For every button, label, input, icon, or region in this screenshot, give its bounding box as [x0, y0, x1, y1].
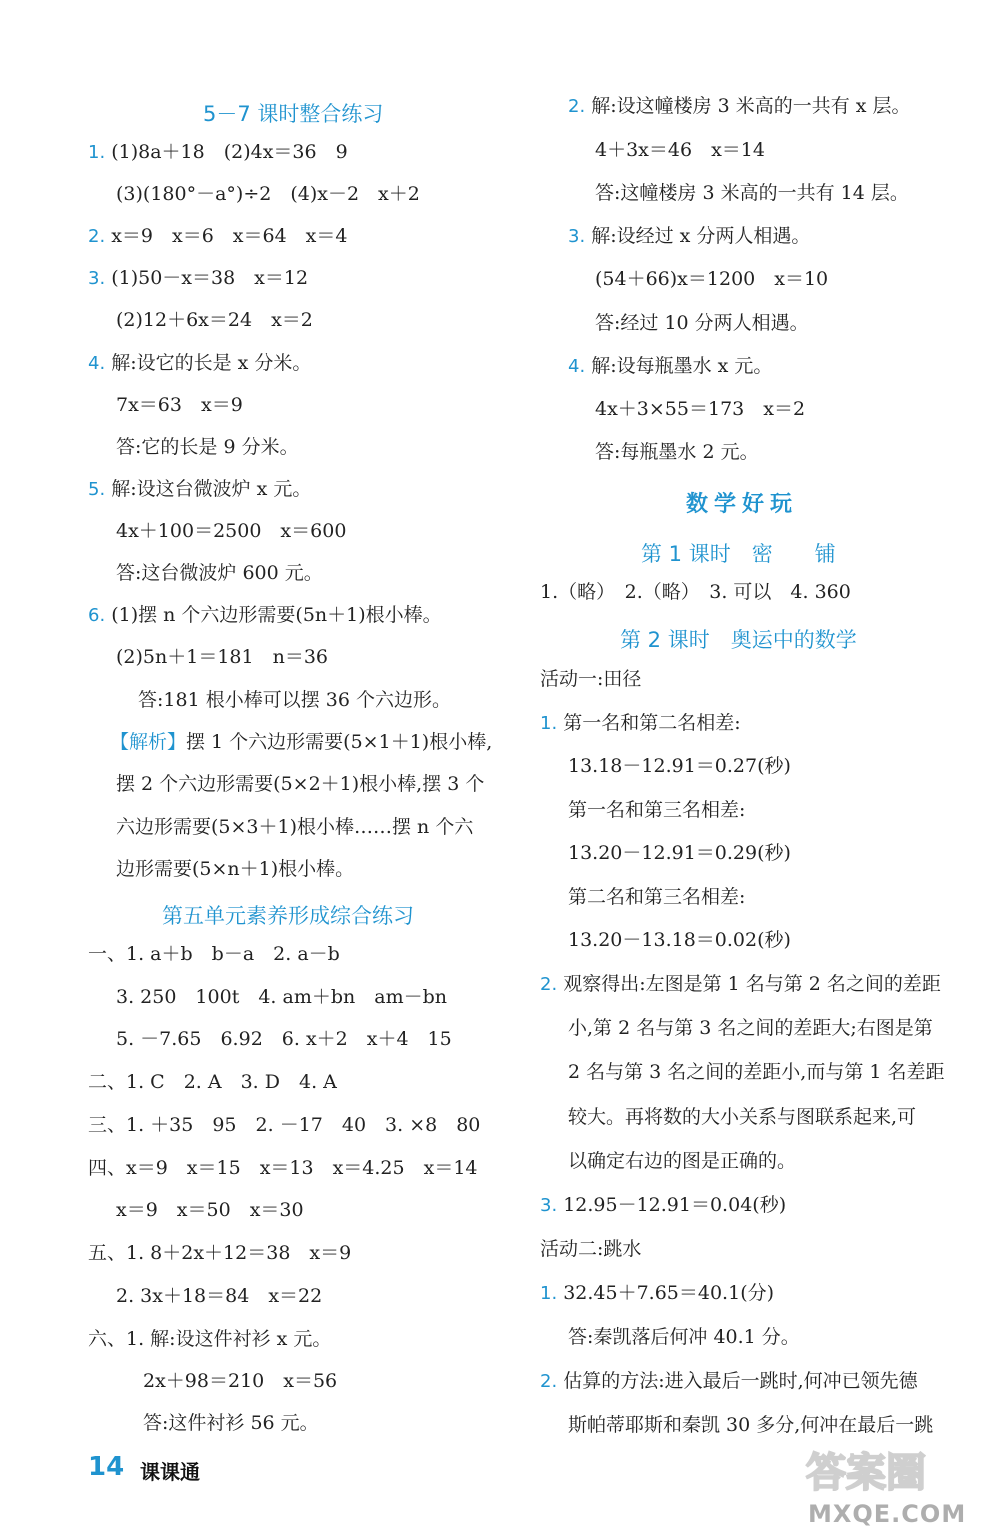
unit5-1c: 5. －7.65 6.92 6. x＋2 x＋4 15	[116, 1028, 452, 1050]
answer-1b: (3)(180°－a°)÷2 (4)x－2 x＋2	[116, 183, 420, 205]
answer-r3a: 3. 解:设经过 x 分两人相遇。	[568, 225, 811, 247]
activity2-title: 活动二:跳水	[540, 1238, 642, 1260]
answer-4b: 7x＝63 x＝9	[116, 394, 243, 416]
unit5-1a: 一、1. a＋b b－a 2. a－b	[88, 943, 340, 965]
analysis-tag: 【解析】	[110, 731, 187, 753]
activity1-q2-c: 2 名与第 3 名之间的差距小,而与第 1 名差距	[568, 1061, 945, 1083]
answer-5b: 4x＋100＝2500 x＝600	[116, 520, 347, 542]
answer-r2a: 2. 解:设这幢楼房 3 米高的一共有 x 层。	[568, 95, 911, 117]
activity1-q1-d: 13.20－12.91＝0.29(秒)	[568, 842, 791, 864]
activity1-q2-a: 2. 观察得出:左图是第 1 名与第 2 名之间的差距	[540, 973, 941, 995]
unit5-6c: 答:这件衬衫 56 元。	[143, 1412, 319, 1434]
activity1-q1-c: 第一名和第三名相差:	[568, 799, 746, 821]
answer-r2b: 4＋3x＝46 x＝14	[595, 139, 765, 161]
analysis-line-3: 六边形需要(5×3＋1)根小棒……摆 n 个六	[116, 816, 474, 838]
section-title-lesson2: 第 2 课时 奥运中的数学	[620, 628, 857, 652]
activity1-title: 活动一:田径	[540, 668, 642, 690]
unit5-2: 二、1. C 2. A 3. D 4. A	[88, 1071, 337, 1093]
unit5-3: 三、1. ＋35 95 2. －17 40 3. ×8 80	[88, 1114, 481, 1136]
activity1-q1-b: 13.18－12.91＝0.27(秒)	[568, 755, 791, 777]
answer-r4a: 4. 解:设每瓶墨水 x 元。	[568, 355, 773, 377]
answer-r4c: 答:每瓶墨水 2 元。	[595, 441, 759, 463]
answer-4a: 4. 解:设它的长是 x 分米。	[88, 352, 312, 374]
unit5-6a: 六、1. 解:设这件衬衫 x 元。	[88, 1328, 332, 1350]
unit5-5b: 2. 3x＋18＝84 x＝22	[116, 1285, 323, 1307]
lesson1-answers: 1.（略） 2.（略） 3. 可以 4. 360	[540, 581, 851, 603]
activity1-q2-d: 较大。再将数的大小关系与图联系起来,可	[568, 1106, 917, 1128]
answer-5c: 答:这台微波炉 600 元。	[116, 562, 323, 584]
activity1-q2-b: 小,第 2 名与第 3 名之间的差距大;右图是第	[568, 1017, 933, 1039]
analysis-line-4: 边形需要(5×n＋1)根小棒。	[116, 858, 355, 880]
unit5-6b: 2x＋98＝210 x＝56	[143, 1370, 338, 1392]
activity1-q1-f: 13.20－13.18＝0.02(秒)	[568, 929, 791, 951]
answer-r2c: 答:这幢楼房 3 米高的一共有 14 层。	[595, 182, 909, 204]
watermark-glyphs: 答案圈	[806, 1450, 926, 1496]
answer-6c: 答:181 根小棒可以摆 36 个六边形。	[138, 689, 451, 711]
answer-3a: 3. (1)50－x＝38 x＝12	[88, 267, 309, 289]
section-title-lesson1: 第 1 课时 密 铺	[641, 542, 836, 566]
section-title-5-7: 5－7 课时整合练习	[203, 102, 384, 126]
unit5-1b: 3. 250 100t 4. am＋bn am－bn	[116, 986, 447, 1008]
analysis-line-2: 摆 2 个六边形需要(5×2＋1)根小棒,摆 3 个	[116, 773, 485, 795]
activity1-q1-a: 1. 第一名和第二名相差:	[540, 712, 741, 734]
answer-3b: (2)12＋6x＝24 x＝2	[116, 309, 313, 331]
unit5-5a: 五、1. 8＋2x＋12＝38 x＝9	[88, 1242, 352, 1264]
analysis-line-1: 【解析】摆 1 个六边形需要(5×1＋1)根小棒,	[110, 731, 493, 753]
answer-6b: (2)5n＋1＝181 n＝36	[116, 646, 329, 668]
page-number: 14	[88, 1452, 125, 1482]
activity1-q1-e: 第二名和第三名相差:	[568, 886, 746, 908]
unit5-4b: x＝9 x＝50 x＝30	[116, 1199, 304, 1221]
answer-r3b: (54＋66)x＝1200 x＝10	[595, 268, 829, 290]
section-title-unit5: 第五单元素养形成综合练习	[162, 904, 414, 928]
answer-r3c: 答:经过 10 分两人相遇。	[595, 312, 809, 334]
watermark-text: MXQE.COM	[808, 1500, 967, 1528]
answer-r4b: 4x＋3×55＝173 x＝2	[595, 398, 806, 420]
activity2-q1-a: 1. 32.45＋7.65＝40.1(分)	[540, 1282, 775, 1304]
section-title-fun-math: 数学好玩	[686, 492, 799, 517]
answer-1a: 1. (1)8a＋18 (2)4x＝36 9	[88, 141, 348, 163]
answer-6a: 6. (1)摆 n 个六边形需要(5n＋1)根小棒。	[88, 604, 442, 626]
activity2-q2-b: 斯帕蒂耶斯和秦凯 30 多分,何冲在最后一跳	[568, 1414, 934, 1436]
activity2-q1-b: 答:秦凯落后何冲 40.1 分。	[568, 1326, 800, 1348]
activity2-q2-a: 2. 估算的方法:进入最后一跳时,何冲已领先德	[540, 1370, 918, 1392]
answer-4c: 答:它的长是 9 分米。	[116, 436, 299, 458]
activity1-q3: 3. 12.95－12.91＝0.04(秒)	[540, 1194, 787, 1216]
answer-2: 2. x＝9 x＝6 x＝64 x＝4	[88, 225, 348, 247]
activity1-q2-e: 以确定右边的图是正确的。	[568, 1150, 797, 1172]
brand-name: 课课通	[140, 1460, 200, 1484]
unit5-4a: 四、x＝9 x＝15 x＝13 x＝4.25 x＝14	[88, 1157, 478, 1179]
answer-5a: 5. 解:设这台微波炉 x 元。	[88, 478, 312, 500]
